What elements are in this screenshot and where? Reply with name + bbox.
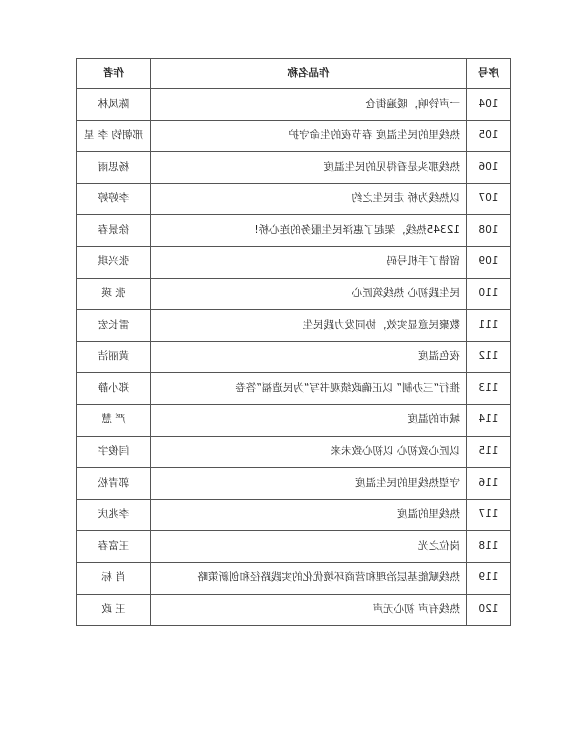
work-title-cell: 热线那头是看得见的民生温度	[151, 152, 467, 184]
table-row	[77, 120, 511, 152]
table-row	[77, 183, 511, 215]
author-cell: 杨思雨	[77, 152, 151, 184]
author-cell: 李兆庆	[77, 499, 151, 531]
work-title-cell: 守望热线里的民生温度	[151, 468, 467, 500]
author-cell: 邢朝钧 李 星	[77, 120, 151, 152]
author-cell: 郭青松	[77, 468, 151, 500]
author-cell: 徐景春	[77, 215, 151, 247]
table-row	[77, 468, 511, 500]
work-title-cell: 城市的温度	[151, 404, 467, 436]
row-number-cell: 115	[467, 436, 511, 468]
row-number-cell: 120	[467, 594, 511, 626]
header-no: 序号	[467, 59, 511, 89]
table-row	[77, 89, 511, 121]
work-title-cell: 以匠心致初心 以初心致未来	[151, 436, 467, 468]
work-title-cell: 热线里的民生温度 春节夜的生命守护	[151, 120, 467, 152]
header-title: 作品名称	[151, 59, 467, 89]
author-cell: 李婷婷	[77, 183, 151, 215]
work-title-cell: 一声铃响，暖遍街仓	[151, 89, 467, 121]
row-number-cell: 108	[467, 215, 511, 247]
row-number-cell: 112	[467, 341, 511, 373]
work-title-cell: 数聚民意显实效，协同发力践民生	[151, 310, 467, 342]
row-number-cell: 113	[467, 373, 511, 405]
table-row	[77, 404, 511, 436]
row-number-cell: 116	[467, 468, 511, 500]
table-header	[77, 59, 511, 89]
author-cell: 陈凤林	[77, 89, 151, 121]
works-table	[76, 58, 511, 626]
work-title-cell: 热线赋能基层治理和营商环境优化的实践路径和创新策略	[151, 562, 467, 594]
table-row	[77, 278, 511, 310]
author-cell: 张 瑛	[77, 278, 151, 310]
row-number-cell: 110	[467, 278, 511, 310]
author-cell: 张兴琪	[77, 246, 151, 278]
table-row	[77, 531, 511, 563]
author-cell: 肖 标	[77, 562, 151, 594]
table-row	[77, 594, 511, 626]
author-cell: 闫俊宇	[77, 436, 151, 468]
table-row	[77, 373, 511, 405]
row-number-cell: 117	[467, 499, 511, 531]
table-body	[77, 89, 511, 626]
row-number-cell: 119	[467, 562, 511, 594]
work-title-cell: 以热线为桥 走民生之约	[151, 183, 467, 215]
table-row	[77, 215, 511, 247]
work-title-cell: 岗位之光	[151, 531, 467, 563]
work-title-cell: 留错了手机号码	[151, 246, 467, 278]
table-row	[77, 341, 511, 373]
work-title-cell: 12345热线，架起了惠泽民生服务的连心桥!	[151, 215, 467, 247]
table-row	[77, 246, 511, 278]
table-row	[77, 562, 511, 594]
header-author: 作者	[77, 59, 151, 89]
row-number-cell: 104	[467, 89, 511, 121]
row-number-cell: 106	[467, 152, 511, 184]
author-cell: 王富春	[77, 531, 151, 563]
work-title-cell: 推行“三办制” 以正确政绩观书写“为民造福”答卷	[151, 373, 467, 405]
work-title-cell: 夜色温度	[151, 341, 467, 373]
row-number-cell: 111	[467, 310, 511, 342]
row-number-cell: 114	[467, 404, 511, 436]
table-row	[77, 436, 511, 468]
row-number-cell: 107	[467, 183, 511, 215]
work-title-cell: 热线有声 初心无声	[151, 594, 467, 626]
header-row	[77, 59, 511, 89]
table-row	[77, 310, 511, 342]
row-number-cell: 105	[467, 120, 511, 152]
author-cell: 郑小静	[77, 373, 151, 405]
author-cell: 王 政	[77, 594, 151, 626]
row-number-cell: 109	[467, 246, 511, 278]
author-cell: 雷长宏	[77, 310, 151, 342]
author-cell: 严 慧	[77, 404, 151, 436]
row-number-cell: 118	[467, 531, 511, 563]
work-title-cell: 热线里的温度	[151, 499, 467, 531]
table-row	[77, 499, 511, 531]
table-row	[77, 152, 511, 184]
author-cell: 黄丽洁	[77, 341, 151, 373]
work-title-cell: 民生践初心 热线筑匠心	[151, 278, 467, 310]
